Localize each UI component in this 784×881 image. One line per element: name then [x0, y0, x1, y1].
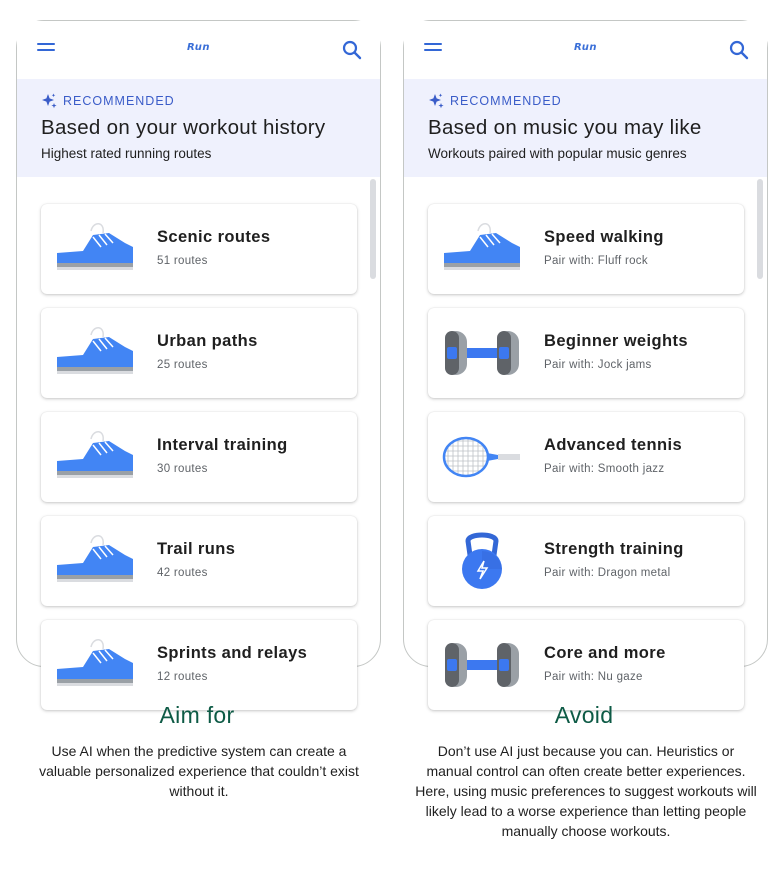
- item-subtitle: 42 routes: [157, 567, 208, 579]
- sneaker-icon: [53, 219, 137, 279]
- scrollbar[interactable]: [370, 179, 376, 279]
- recommended-label: [428, 93, 562, 109]
- sparkle-icon: [41, 93, 57, 109]
- caption-line: Use AI when the predictive system can create a: [51, 743, 347, 759]
- item-title: Sprints and relays: [157, 644, 308, 662]
- caption-line: valuable personalized experience that couldn’t exist: [39, 763, 359, 779]
- item-subtitle: 25 routes: [157, 359, 208, 371]
- list-item[interactable]: [428, 516, 744, 606]
- search-icon[interactable]: [342, 40, 362, 60]
- list-item[interactable]: [41, 308, 357, 398]
- search-icon[interactable]: [729, 40, 749, 60]
- list-item[interactable]: [41, 204, 357, 294]
- kettlebell-icon: [440, 531, 524, 591]
- workout-list[interactable]: [404, 177, 767, 683]
- item-title: Urban paths: [157, 332, 258, 350]
- workout-list[interactable]: [17, 177, 380, 683]
- sneaker-icon: [440, 219, 524, 279]
- sneaker-icon: [53, 323, 137, 383]
- caption-line: without it.: [169, 783, 229, 799]
- caption-line: manually choose workouts.: [501, 823, 671, 839]
- caption-line: manual control can often create better experiences.: [426, 763, 746, 779]
- scrollbar[interactable]: [757, 179, 763, 279]
- app-logo: Run: [574, 42, 597, 53]
- item-subtitle: Pair with: Dragon metal: [544, 567, 671, 579]
- avoid-heading: Avoid: [554, 702, 614, 728]
- item-subtitle: Pair with: Nu gaze: [544, 671, 643, 683]
- item-title: Core and more: [544, 644, 666, 662]
- item-subtitle: Pair with: Smooth jazz: [544, 463, 665, 475]
- sneaker-icon: [53, 531, 137, 591]
- item-title: Scenic routes: [157, 228, 271, 246]
- phone-mockup-aim: [16, 20, 381, 683]
- caption-line: Don’t use AI just because you can. Heuristics or: [437, 743, 735, 759]
- aim-for-heading: Aim for: [159, 702, 235, 728]
- item-title: Strength training: [544, 540, 684, 558]
- app-bar: [404, 21, 767, 79]
- list-item[interactable]: [428, 620, 744, 710]
- list-item[interactable]: [428, 308, 744, 398]
- item-title: Speed walking: [544, 228, 664, 246]
- phone-mockup-avoid: [403, 20, 768, 683]
- recommended-label-text: RECOMMENDED: [63, 94, 175, 108]
- item-subtitle: Pair with: Jock jams: [544, 359, 652, 371]
- item-title: Trail runs: [157, 540, 236, 558]
- recommendation-banner: [404, 79, 767, 177]
- recommended-label-text: RECOMMENDED: [450, 94, 562, 108]
- dumbbell-icon: [440, 323, 524, 383]
- item-title: Beginner weights: [544, 332, 688, 350]
- item-subtitle: 12 routes: [157, 671, 208, 683]
- sparkle-icon: [428, 93, 444, 109]
- recommendation-subtitle: Highest rated running routes: [41, 146, 212, 161]
- recommendation-banner: [17, 79, 380, 177]
- app-logo: Run: [187, 42, 210, 53]
- list-item[interactable]: [428, 412, 744, 502]
- recommendation-title: Based on your workout history: [41, 116, 326, 139]
- recommendation-title: Based on music you may like: [428, 116, 702, 139]
- avoid-description: [396, 741, 776, 841]
- sneaker-icon: [53, 427, 137, 487]
- caption-line: likely lead to a worse experience than letting people: [425, 803, 747, 819]
- list-item[interactable]: [41, 620, 357, 710]
- aim-for-description: [14, 741, 384, 801]
- item-subtitle: 51 routes: [157, 255, 208, 267]
- app-bar: [17, 21, 380, 79]
- dumbbell-icon: [440, 635, 524, 695]
- item-title: Advanced tennis: [544, 436, 683, 454]
- tennis-racket-icon: [440, 427, 524, 487]
- recommended-label: [41, 93, 175, 109]
- sneaker-icon: [53, 635, 137, 695]
- list-item[interactable]: [428, 204, 744, 294]
- recommendation-subtitle: Workouts paired with popular music genres: [428, 146, 687, 161]
- item-title: Interval training: [157, 436, 288, 454]
- list-item[interactable]: [41, 412, 357, 502]
- list-item[interactable]: [41, 516, 357, 606]
- caption-line: Here, using music preferences to suggest workouts will: [415, 783, 757, 799]
- item-subtitle: 30 routes: [157, 463, 208, 475]
- item-subtitle: Pair with: Fluff rock: [544, 255, 648, 267]
